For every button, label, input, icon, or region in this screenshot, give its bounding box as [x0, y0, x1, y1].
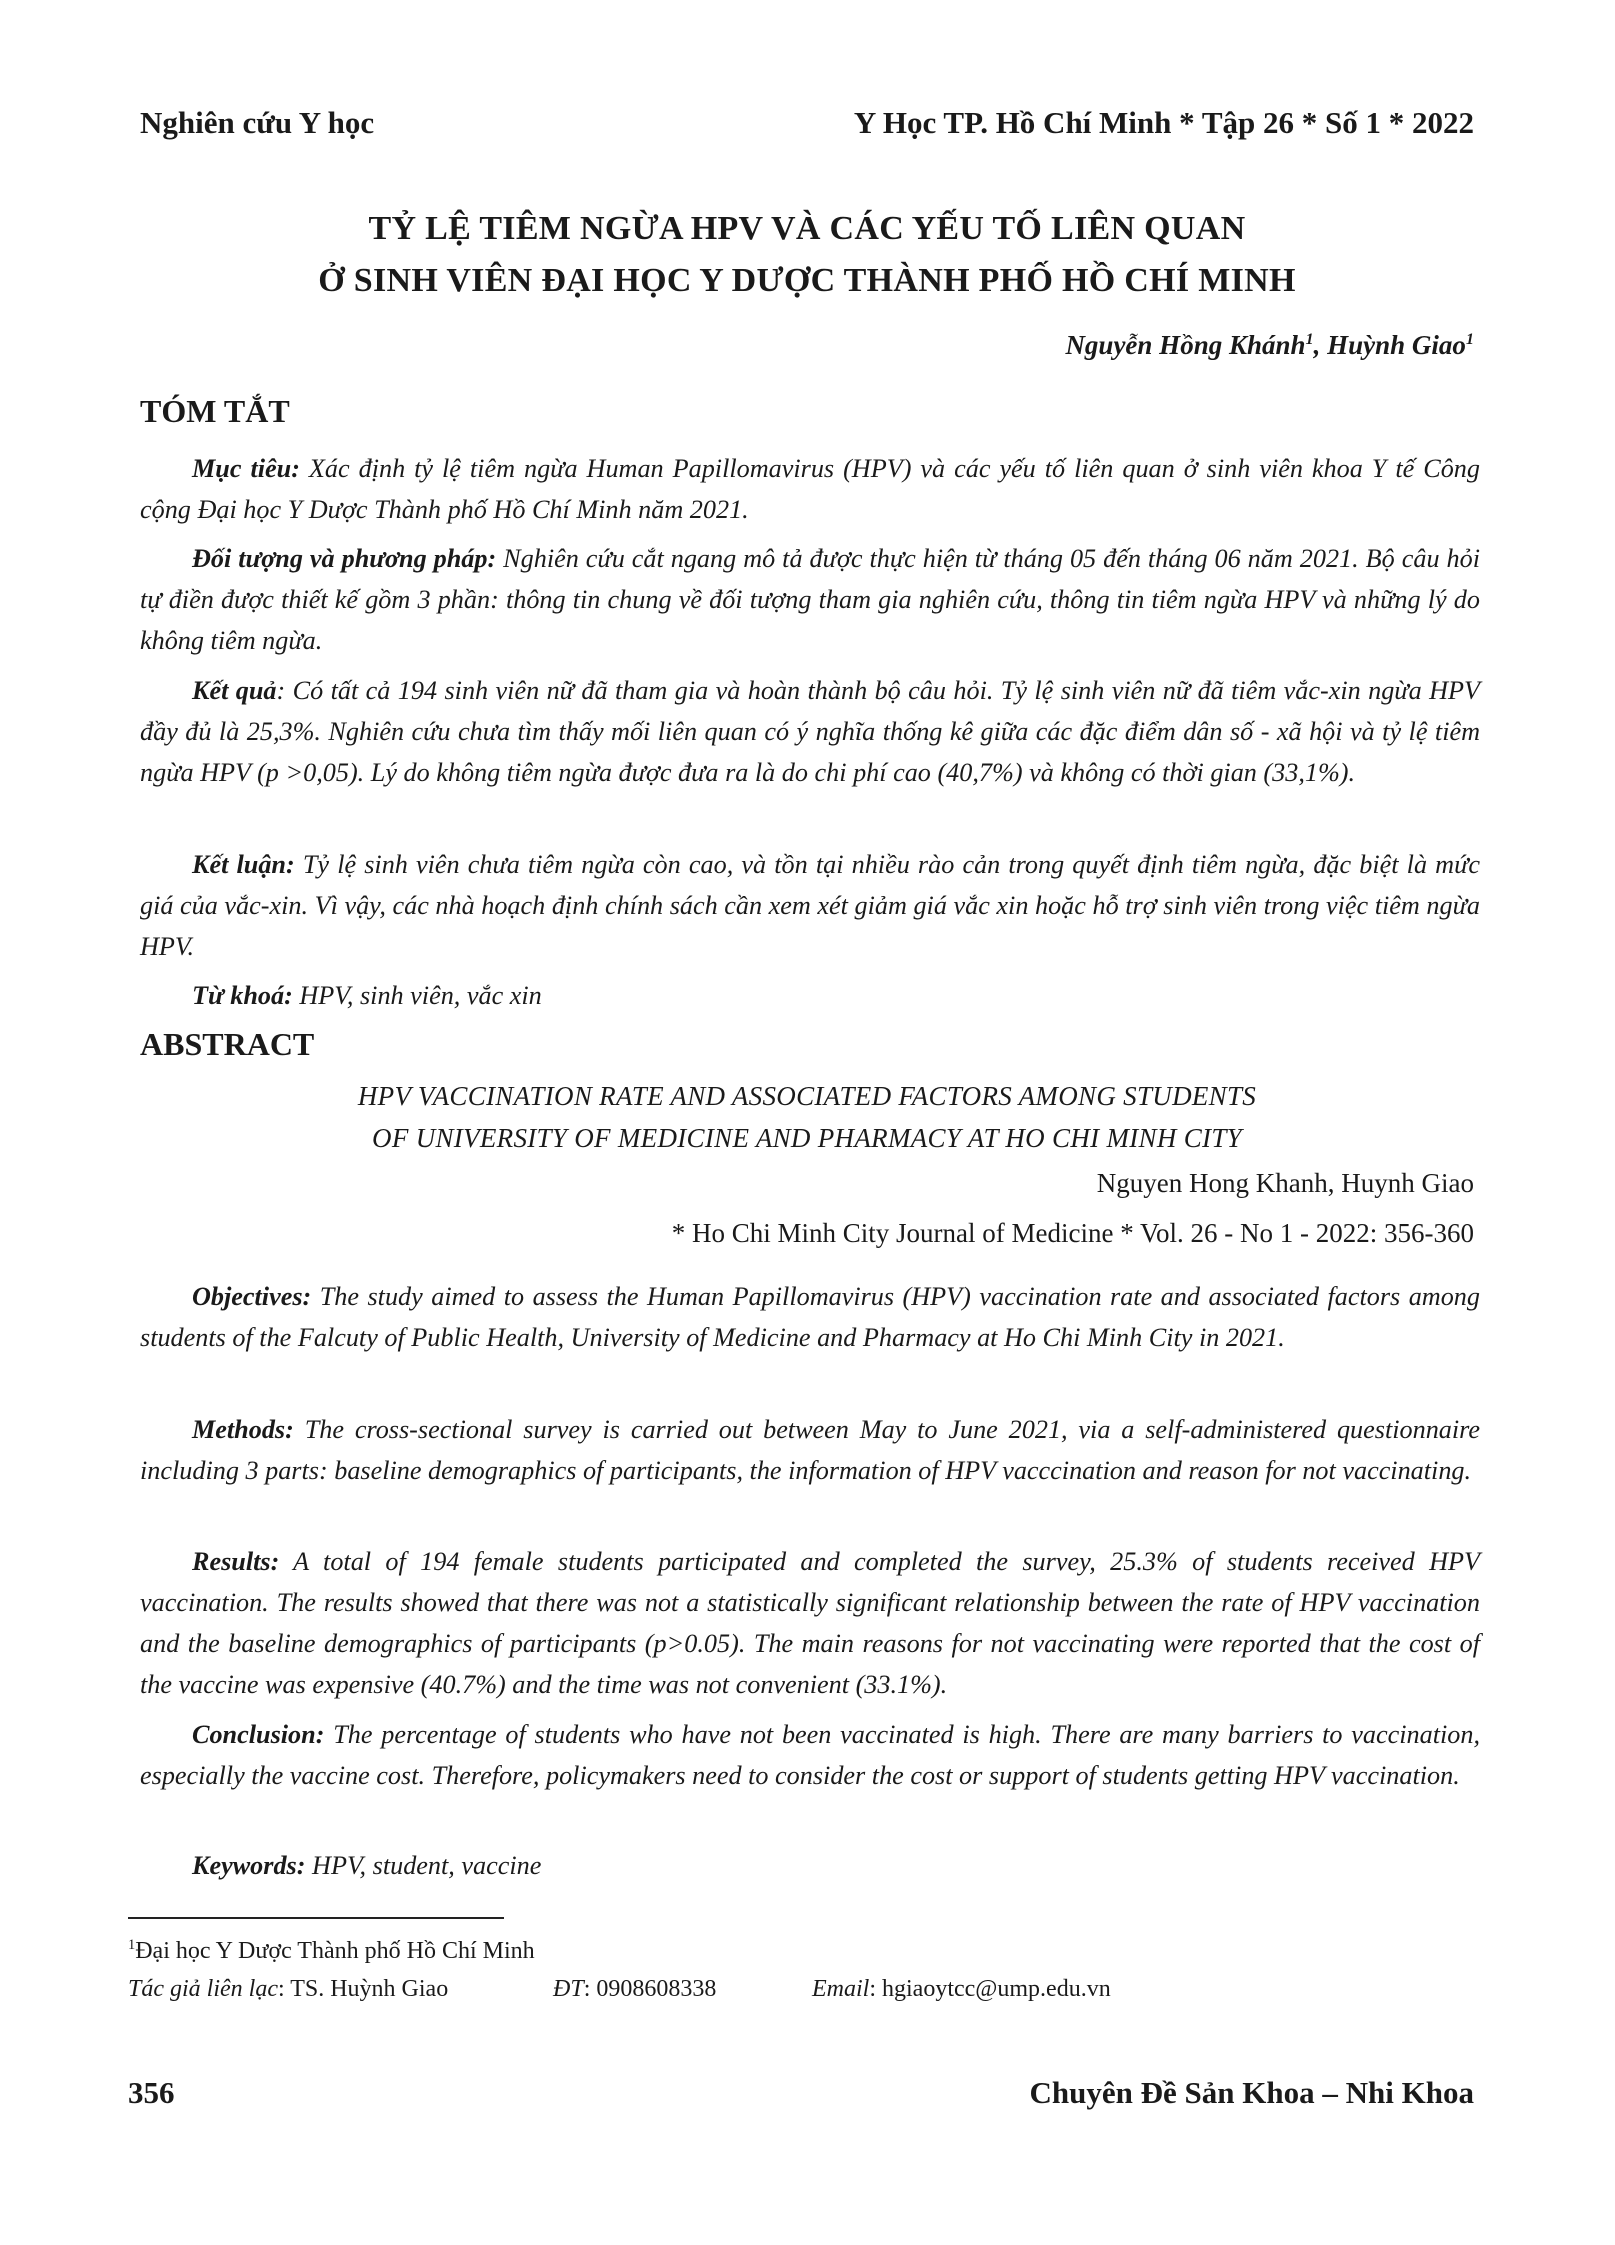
en-objectives-text: The study aimed to assess the Human Papillomavirus (HPV) vaccination rate and associated factors among students of the Falcuty of Public Health, University of Medicine and Pharmacy at Ho Chi Minh City in 2021. — [140, 1282, 1480, 1352]
vn-conclusion-label: Kết luận: — [192, 850, 295, 879]
vn-objective-text: Xác định tỷ lệ tiêm ngừa Human Papillomavirus (HPV) và các yếu tố liên quan ở sinh viên khoa Y tế Công cộng Đại học Y Dược Thành phố Hồ Chí Minh năm 2021. — [140, 454, 1480, 524]
vn-methods-label: Đối tượng và phương pháp: — [192, 544, 497, 573]
en-results-label: Results: — [192, 1547, 280, 1576]
author-separator: , — [1313, 330, 1328, 360]
affiliation-mark: 1 — [1465, 330, 1474, 348]
en-conclusion-text: The percentage of students who have not been vaccinated is high. There are many barriers to vaccination, especially the vaccine cost. Therefore, policymakers need to consider the cost or support of students getting HPV vaccination. — [140, 1720, 1480, 1790]
en-conclusion-label: Conclusion: — [192, 1720, 325, 1749]
phone-label: ĐT — [553, 1976, 584, 2002]
vn-keywords-label: Từ khoá: — [192, 981, 293, 1010]
footnote-affiliation-text: Đại học Y Dược Thành phố Hồ Chí Minh — [135, 1938, 535, 1964]
en-keywords-label: Keywords: — [192, 1851, 306, 1880]
journal-issue-header: Y Học TP. Hồ Chí Minh * Tập 26 * Số 1 * 2022 — [853, 105, 1474, 140]
vn-conclusion-text: Tỷ lệ sinh viên chưa tiêm ngừa còn cao, và tồn tại nhiều rào cản trong quyết định tiêm ngừa, đặc biệt là mức giá của vắc-xin. Vì vậy, các nhà hoạch định chính sách cần xem xét giảm giá vắc xin hoặc hỗ trợ sinh viên trong việc tiêm ngừa HPV. — [140, 850, 1480, 961]
article-title-line1: TỶ LỆ TIÊM NGỪA HPV VÀ CÁC YẾU TỐ LIÊN QUAN — [368, 210, 1246, 247]
english-author-list: Nguyen Hong Khanh, Huynh Giao — [1096, 1168, 1474, 1198]
footer-section-title: Chuyên Đề Sản Khoa – Nhi Khoa — [1029, 2075, 1474, 2110]
section-heading-vn: TÓM TẮT — [140, 393, 290, 429]
contact-value: : TS. Huỳnh Giao — [277, 1976, 449, 2002]
vn-keywords-text: HPV, sinh viên, vắc xin — [292, 981, 542, 1010]
en-results-text: A total of 194 female students participated and completed the survey, 25.3% of students received HPV vaccination. The results showed that there was not a statistically significant relationship between the rate of HPV vaccination and the baseline demographics of participants (p>0.05). The main reasons for not vaccinating were reported that the cost of the vaccine was expensive (40.7%) and the time was not convenient (33.1%). — [140, 1547, 1480, 1699]
en-keywords-text: HPV, student, vaccine — [305, 1851, 542, 1880]
article-title-line2: Ở SINH VIÊN ĐẠI HỌC Y DƯỢC THÀNH PHỐ HỒ CHÍ MINH — [318, 262, 1296, 299]
footnote-affiliation — [128, 1938, 535, 1965]
citation-line: * Ho Chi Minh City Journal of Medicine * Vol. 26 - No 1 - 2022: 356-360 — [671, 1218, 1474, 1248]
author-name: Huỳnh Giao — [1327, 330, 1466, 360]
en-keywords-paragraph — [140, 1845, 1480, 1886]
footnote-email — [812, 1976, 1111, 2003]
en-objectives-paragraph — [140, 1276, 1480, 1358]
vn-objective-label: Mục tiêu: — [192, 454, 300, 483]
vn-results-text: : Có tất cả 194 sinh viên nữ đã tham gia và hoàn thành bộ câu hỏi. Tỷ lệ sinh viên nữ đã tiêm vắc-xin ngừa HPV đầy đủ là 25,3%. Nghiên cứu chưa tìm thấy mối liên quan có ý nghĩa thống kê giữa các đặc điểm dân số - xã hội và tỷ lệ tiêm ngừa HPV (p >0,05). Lý do không tiêm ngừa được đưa ra là do chi phí cao (40,7%) và không có thời gian (33,1%). — [140, 676, 1480, 787]
footnote-phone — [553, 1976, 716, 2003]
vn-conclusion-paragraph — [140, 844, 1480, 967]
vn-methods-text: Nghiên cứu cắt ngang mô tả được thực hiện từ tháng 05 đến tháng 06 năm 2021. Bộ câu hỏi tự điền được thiết kế gồm 3 phần: thông tin chung về đối tượng tham gia nghiên cứu, thông tin tiêm ngừa HPV và những lý do không tiêm ngừa. — [140, 544, 1480, 655]
section-heading-abstract: ABSTRACT — [140, 1026, 315, 1062]
footnote-divider — [128, 1917, 504, 1919]
contact-label: Tác giả liên lạc — [128, 1976, 278, 2002]
vn-objective-paragraph — [140, 448, 1480, 530]
english-title-line2: OF UNIVERSITY OF MEDICINE AND PHARMACY AT HO CHI MINH CITY — [372, 1123, 1242, 1153]
vn-methods-paragraph — [140, 538, 1480, 661]
english-title — [128, 1075, 1486, 1159]
page-number: 356 — [128, 2075, 175, 2110]
en-results-paragraph — [140, 1541, 1480, 1705]
vn-results-label: Kết quả — [192, 676, 277, 705]
author-list — [1065, 330, 1474, 361]
english-title-line1: HPV VACCINATION RATE AND ASSOCIATED FACTORS AMONG STUDENTS — [357, 1081, 1257, 1111]
phone-value: : 0908608338 — [583, 1976, 717, 2002]
footnote-mark: 1 — [128, 1937, 136, 1953]
journal-section-header: Nghiên cứu Y học — [140, 105, 375, 140]
vn-keywords-paragraph — [140, 975, 1480, 1016]
en-methods-label: Methods: — [192, 1415, 294, 1444]
footnote-contact — [128, 1976, 448, 2003]
affiliation-mark: 1 — [1305, 330, 1314, 348]
en-objectives-label: Objectives: — [192, 1282, 312, 1311]
article-title — [128, 203, 1486, 307]
email-label: Email — [812, 1976, 870, 2002]
email-value: : hgiaoytcc@ump.edu.vn — [869, 1976, 1111, 2002]
en-methods-paragraph — [140, 1409, 1480, 1491]
author-name: Nguyễn Hồng Khánh — [1065, 330, 1306, 360]
en-conclusion-paragraph — [140, 1714, 1480, 1796]
vn-results-paragraph — [140, 670, 1480, 793]
en-methods-text: The cross-sectional survey is carried out between May to June 2021, via a self-administered questionnaire including 3 parts: baseline demographics of participants, the information of HPV vacccination and reason for not vaccinating. — [140, 1415, 1480, 1485]
